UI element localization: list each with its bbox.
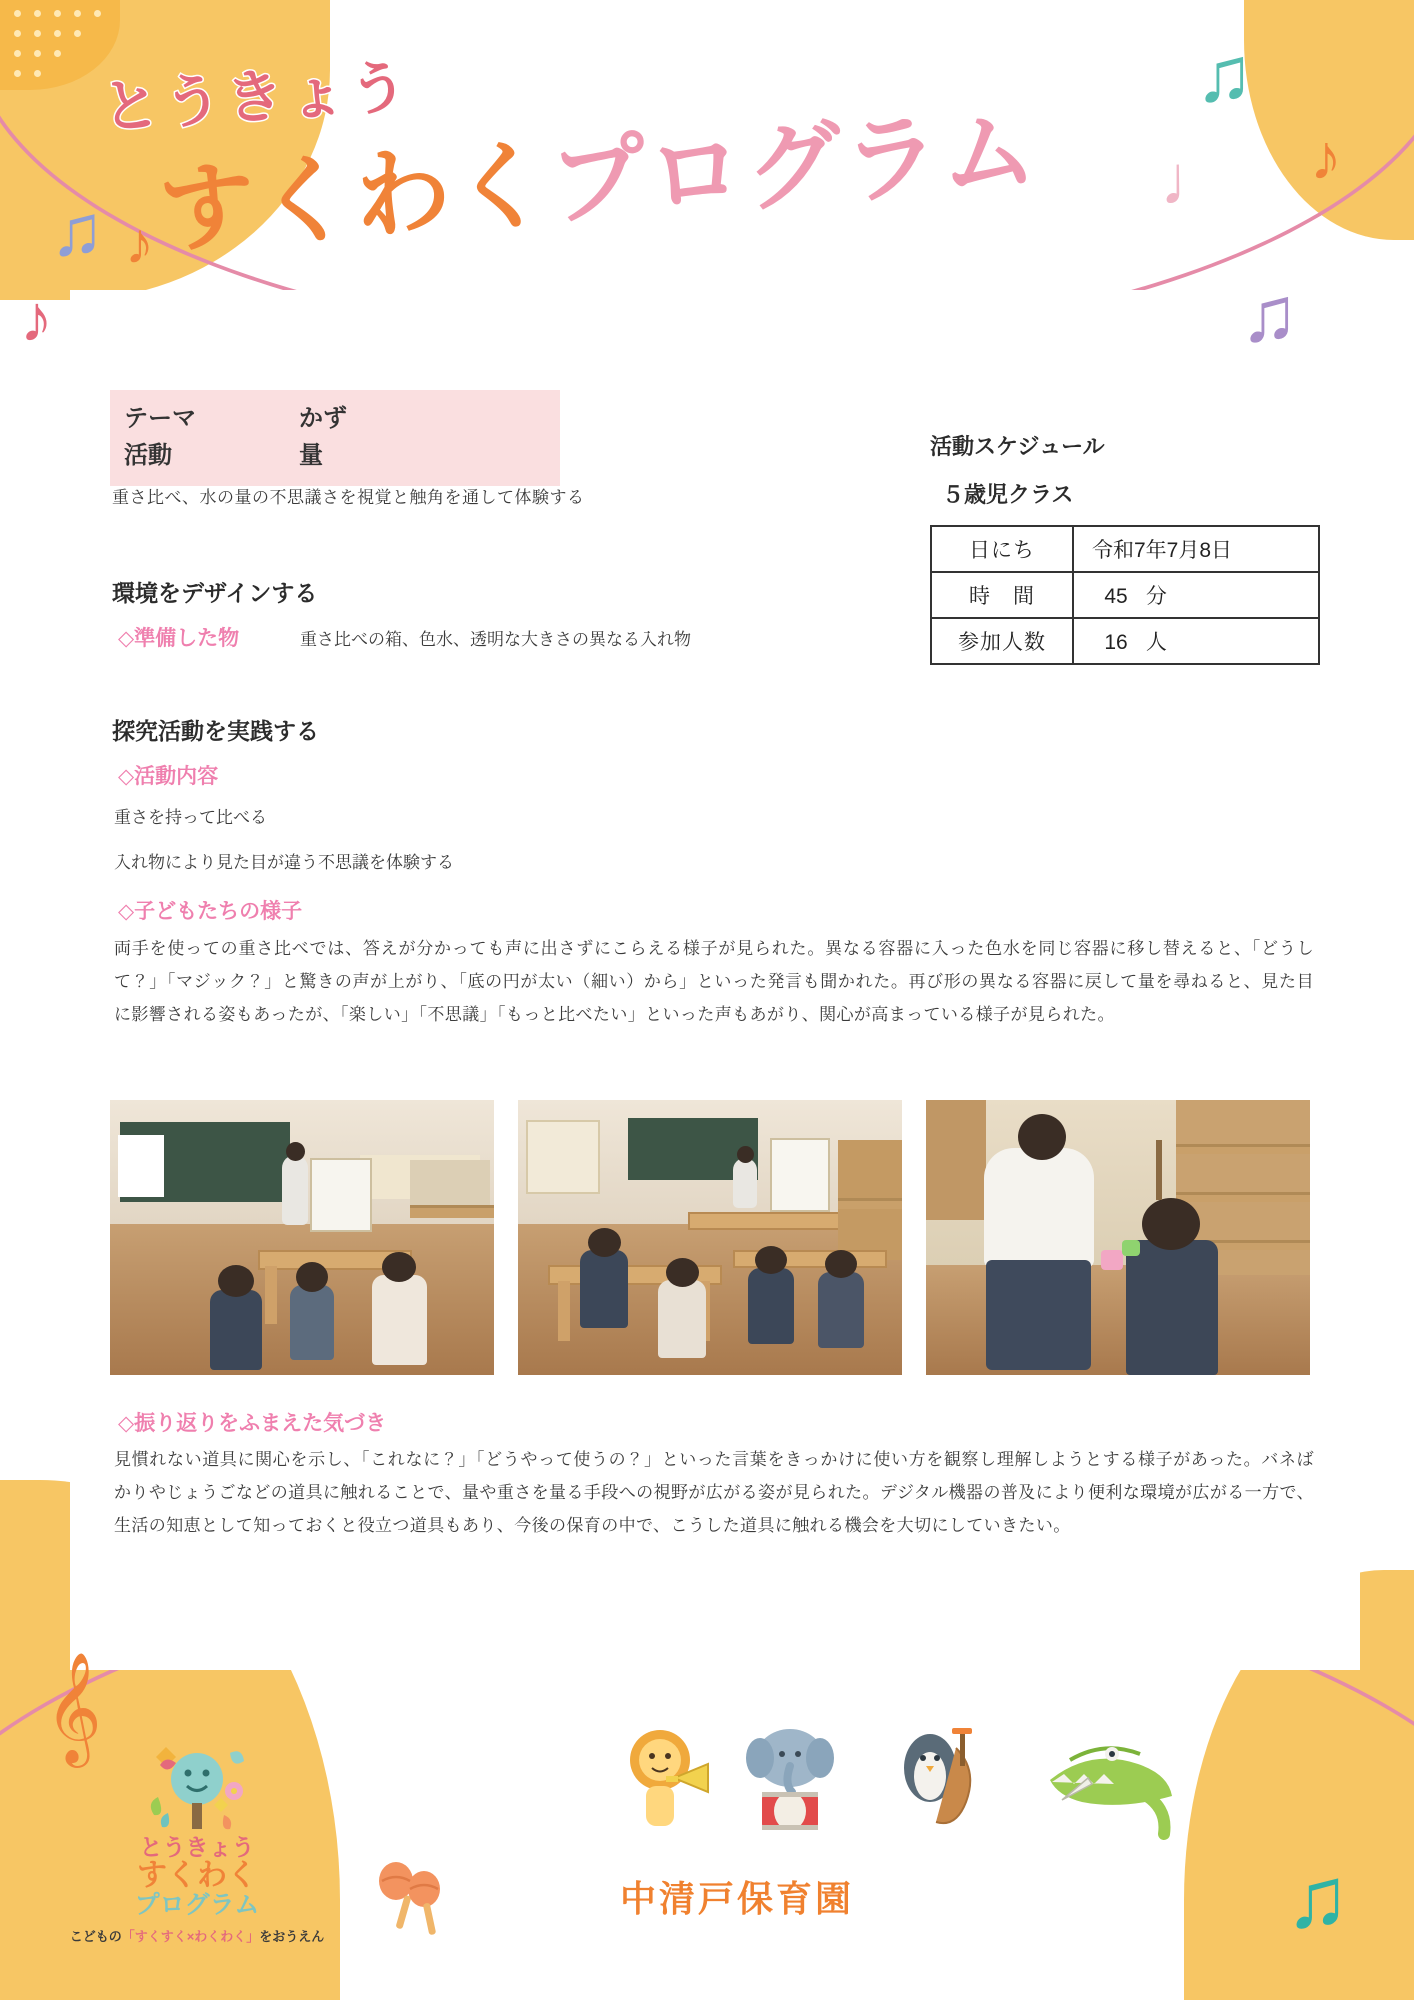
tagline-post: をおうえん	[259, 1929, 325, 1944]
schedule-table	[930, 525, 1320, 665]
music-note-icon: ♫	[1285, 1850, 1350, 1946]
program-logo	[52, 1739, 342, 1945]
tagline-highlight: 「すくすく×わくわく」	[121, 1929, 260, 1944]
activity-line-2: 入れ物により見た目が違う不思議を体験する	[114, 853, 454, 872]
schedule-value-time	[1073, 572, 1319, 618]
logo-text	[52, 1836, 342, 1918]
theme-value: かず	[299, 405, 347, 432]
schedule-class: ５歳児クラス	[942, 482, 1074, 507]
schedule-value-participants	[1073, 618, 1319, 664]
animal-band-illustration	[600, 1720, 1220, 1850]
music-note-icon: ♫	[1240, 270, 1299, 358]
logo-line-2: すくわく	[137, 1858, 257, 1894]
music-note-icon: ♫	[50, 191, 104, 271]
schedule-participants-number: 16	[1104, 631, 1128, 654]
section-heading-inquiry: 探究活動を実践する	[112, 718, 319, 744]
schedule-participants-unit: 人	[1145, 631, 1167, 654]
activity-label: 活動	[124, 442, 172, 470]
elephant-icon	[746, 1729, 834, 1830]
music-note-icon: ♪	[1310, 121, 1342, 193]
children-state-text: 両手を使っての重さ比べでは、答えが分かっても声に出さずにこらえる様子が見られた。異なる容器に入った色水を同じ容器に移し替えると、「どうして？」「マジック？」と驚きの声が上がり、「底の円が太い（細い）から」といった発言も聞かれた。再び形の異なる容器に戻して量を尋ねると、見た目に影響される姿もあったが、「楽しい」「不思議」「もっと比べたい」といった声もあがり、関心が高まっている様子が見られた。	[114, 939, 1314, 1025]
theme-row	[124, 437, 546, 474]
schedule-time-number: 45	[1104, 585, 1128, 608]
photo-teacher-with-child	[926, 1100, 1310, 1375]
section-heading-environment: 環境をデザインする	[112, 580, 318, 606]
reflection-text: 見慣れない道具に関心を示し、「これなに？」「どうやって使うの？」といった言葉をきっかけに使い方を観察し理解しようとする様子があった。バネばかりやじょうごなどの道具に触れることで、量や重さを量る手段への視野が広がる姿が見られた。デジタル機器の普及により便利な環境が広がる一方で、生活の知恵として知っておくと役立つ道具もあり、今後の保育の中で、こうした道具に触れる機会を大切にしていきたい。	[114, 1450, 1314, 1536]
school-name: 中清戸保育園	[620, 1879, 855, 1920]
treble-clef-icon: 𝄞	[45, 1654, 102, 1761]
theme-row	[124, 400, 546, 437]
subheading-prepared-items: ◇準備した物	[118, 627, 240, 650]
schedule-key-date: 日にち	[931, 526, 1073, 572]
schedule-heading: 活動スケジュール	[930, 434, 1105, 459]
table-row	[931, 526, 1319, 572]
logo-line-1: とうきょう	[139, 1835, 255, 1862]
schedule-time-unit: 分	[1145, 585, 1167, 608]
theme-description: 重さ比べ、水の量の不思議さを視覚と触角を通して体験する	[112, 488, 585, 507]
theme-label: テーマ	[124, 405, 196, 432]
photo-children-watching	[518, 1100, 902, 1375]
logo-tagline	[52, 1926, 342, 1945]
music-note-icon: ♪	[20, 281, 53, 355]
music-note-icon: ♩	[1160, 141, 1230, 219]
table-row	[931, 572, 1319, 618]
subheading-activity-content: ◇活動内容	[118, 765, 219, 788]
title-line-1: とうきょう	[99, 52, 414, 142]
table-row	[931, 618, 1319, 664]
logo-mark-icon	[142, 1739, 252, 1834]
schedule-key-time: 時 間	[931, 572, 1073, 618]
subheading-children-state: ◇子どもたちの様子	[118, 900, 303, 923]
activity-line-1: 重さを持って比べる	[114, 808, 267, 827]
subheading-reflection: ◇振り返りをふまえた気づき	[118, 1412, 387, 1435]
photo-classroom-explanation	[110, 1100, 494, 1375]
crocodile-icon	[1050, 1747, 1172, 1834]
tagline-pre: こどもの	[69, 1929, 122, 1944]
activity-value: 量	[299, 442, 323, 470]
schedule-key-participants: 参加人数	[931, 618, 1073, 664]
theme-box	[110, 390, 560, 486]
logo-line-3: プログラム	[134, 1889, 260, 1919]
music-note-icon: ♪	[125, 211, 154, 276]
music-note-icon: ♫	[1195, 30, 1254, 118]
photo-row	[110, 1100, 1310, 1375]
maracas-icon	[370, 1855, 450, 1945]
schedule-value-date: 令和7年7月8日	[1073, 526, 1319, 572]
penguin-icon	[904, 1728, 972, 1823]
animals-svg	[600, 1720, 1220, 1850]
prepared-items-text: 重さ比べの箱、色水、透明な大きさの異なる入れ物	[300, 630, 691, 649]
lion-icon	[630, 1730, 708, 1826]
title-sukuwaku: すくわく	[155, 127, 555, 267]
title-program: プログラム	[546, 93, 1043, 240]
